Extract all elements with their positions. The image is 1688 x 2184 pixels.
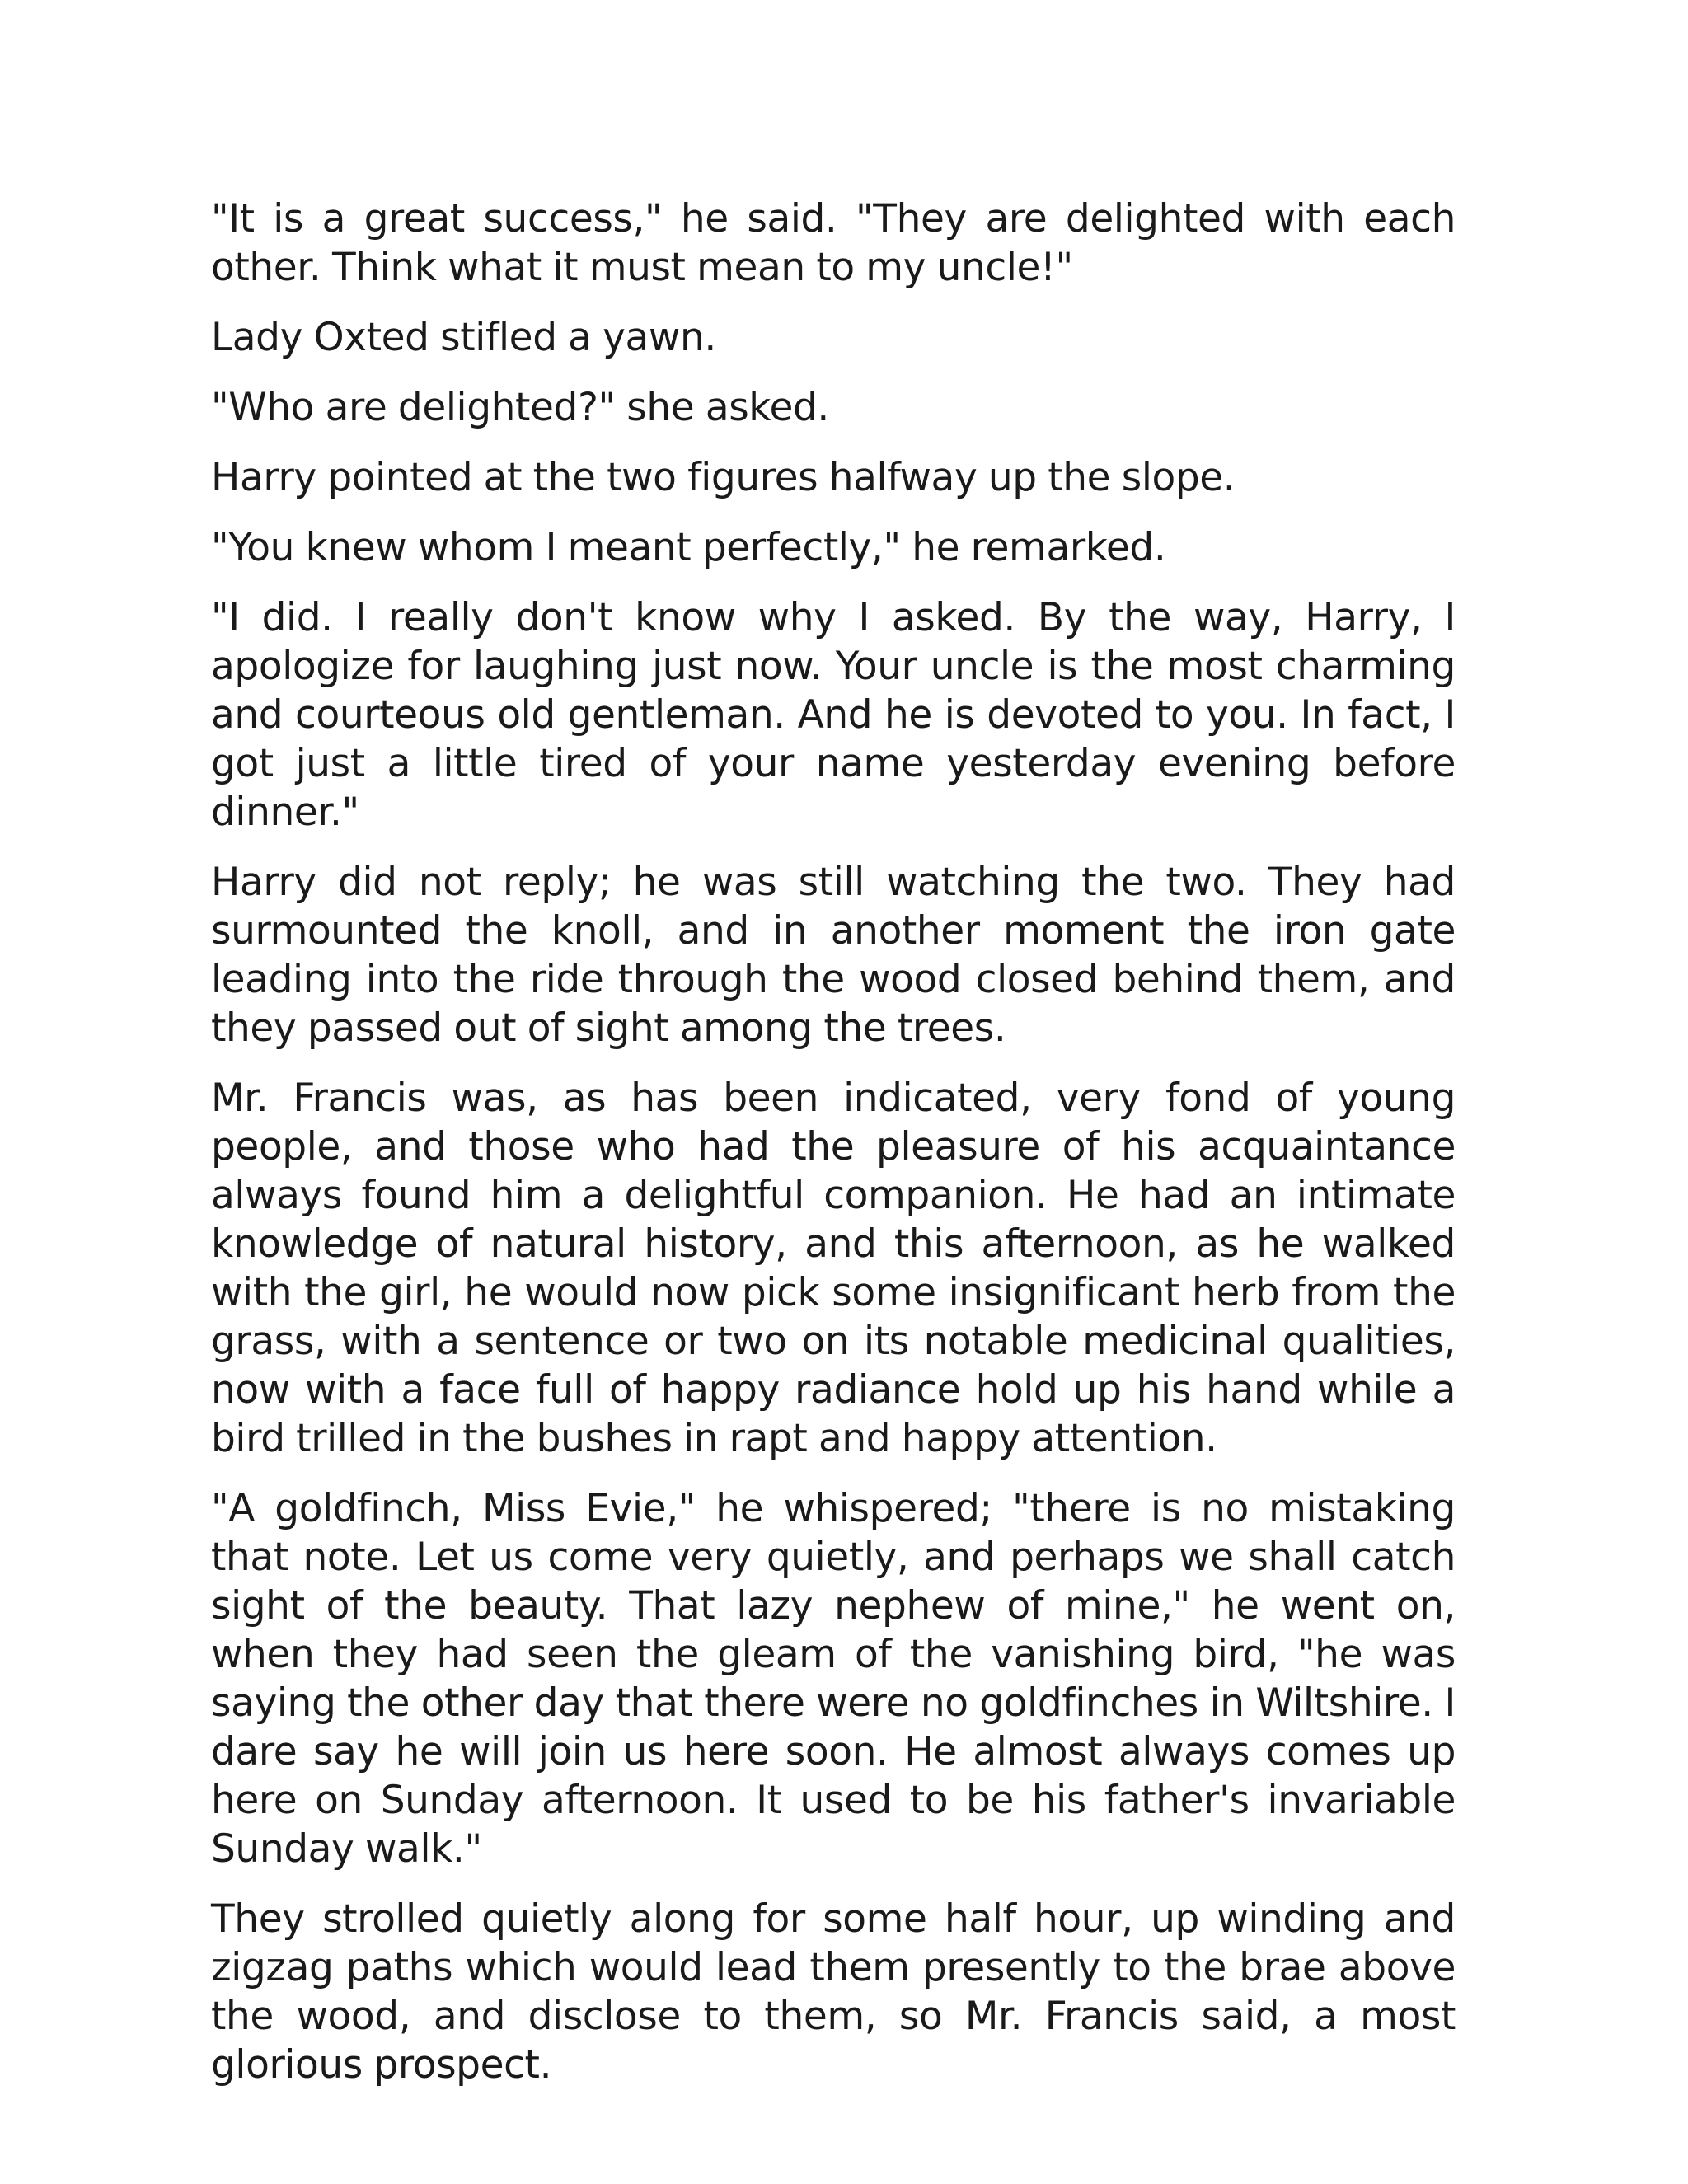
paragraph-2: Lady Oxted stifled a yawn. [211, 315, 716, 360]
page-body [211, 194, 1456, 2111]
paragraph-3: "Who are delighted?" she asked. [211, 385, 829, 430]
paragraph-1: "It is a great success," he said. "They are delighted with each other. Think what it must mean to my uncle!" [211, 196, 1456, 290]
paragraph-10: They strolled quietly along for some half hour, up winding and zigzag paths which would lead them presently to the brae above the wood, and disclose to them, so Mr. Francis said, a most glorious prospect. [211, 1896, 1456, 2088]
paragraph-8: Mr. Francis was, as has been indicated, very fond of young people, and those who had the pleasure of his acquaintance always found him a delightful companion. He had an intimate knowledge of natural history, and this afternoon, as he walked with the girl, he would now pick some insignificant herb from the grass, with a sentence or two on its notable medicinal qualities, now with a face full of happy radiance hold up his hand while a bird trilled in the bushes in rapt and happy attention. [211, 1076, 1456, 1461]
paragraph-7: Harry did not reply; he was still watching the two. They had surmounted the knoll, and in another moment the iron gate leading into the ride through the wood closed behind them, and they passed out of sight among the trees. [211, 860, 1456, 1051]
paragraph-6: "I did. I really don't know why I asked. By the way, Harry, I apologize for laughing just now. Your uncle is the most charming and courteous old gentleman. And he is devoted to you. In fact, I got just a little tired of your name yesterday evening before dinner." [211, 595, 1456, 835]
paragraph-9: "A goldfinch, Miss Evie," he whispered; "there is no mistaking that note. Let us come very quietly, and perhaps we shall catch sight of the beauty. That lazy nephew of mine," he went on, when they had seen the gleam of the vanishing bird, "he was saying the other day that there were no goldfinches in Wiltshire. I dare say he will join us here soon. He almost always comes up here on Sunday afternoon. It used to be his father's invariable Sunday walk." [211, 1486, 1456, 1872]
paragraph-5: "You knew whom I meant perfectly," he remarked. [211, 525, 1166, 570]
paragraph-4: Harry pointed at the two figures halfway up the slope. [211, 455, 1236, 500]
